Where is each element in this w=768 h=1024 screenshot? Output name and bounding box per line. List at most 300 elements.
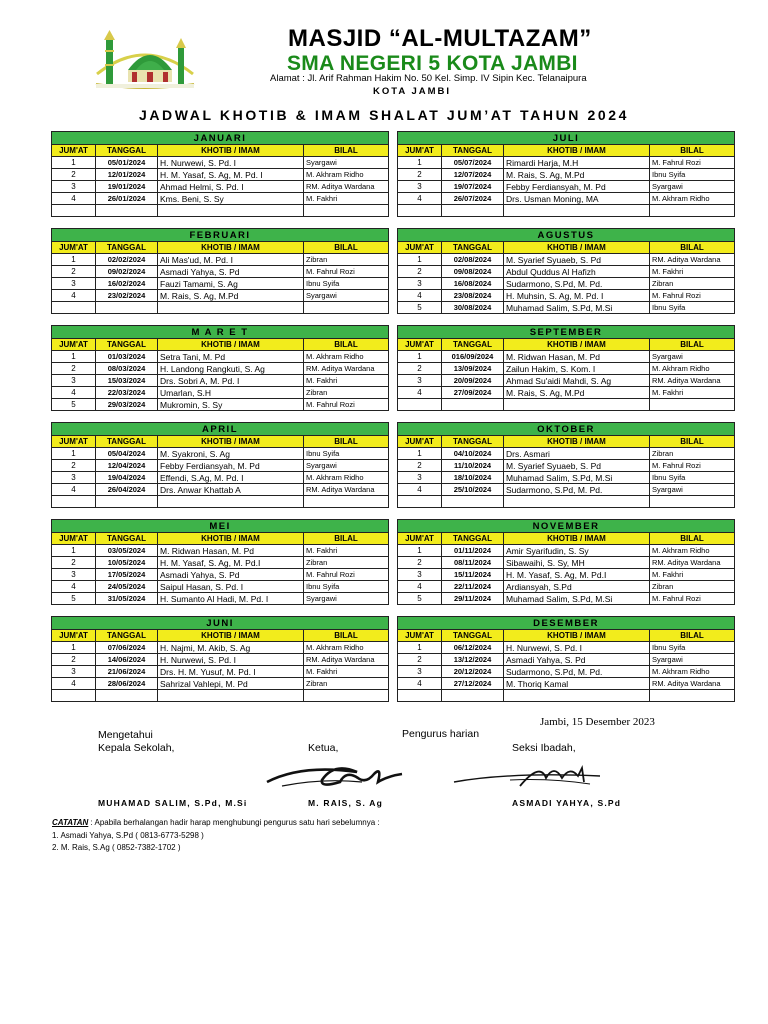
table-row: [398, 157, 735, 169]
table-cell: 05/01/2024: [96, 157, 158, 169]
table-cell: 3: [52, 666, 96, 678]
table-cell: 3: [52, 472, 96, 484]
table-cell: Ibnu Syifa: [304, 278, 389, 290]
table-cell: H. Najmi, M. Akib, S. Ag: [158, 642, 304, 654]
table-cell: M. Syakroni, S. Ag: [158, 448, 304, 460]
table-cell: RM. Aditya Wardana: [650, 557, 735, 569]
month-table-januari: [51, 131, 388, 217]
table-cell: Syargawi: [304, 593, 389, 605]
table-cell: Syargawi: [650, 654, 735, 666]
column-header: TANGGAL: [442, 145, 504, 157]
signature-date: Jambi, 15 Desember 2023: [540, 716, 655, 728]
table-cell: Drs. Asmari: [504, 448, 650, 460]
table-cell: Muhamad Salim, S.Pd, M.Si: [504, 302, 650, 314]
table-cell: 05/04/2024: [96, 448, 158, 460]
seksi-ibadah-label: Seksi Ibadah,: [512, 742, 576, 754]
table-row: [52, 569, 389, 581]
month-table-november: [397, 519, 734, 605]
table-cell: 3: [52, 569, 96, 581]
table-cell: M. Fahrul Rozi: [304, 569, 389, 581]
table-row: [398, 666, 735, 678]
column-header: TANGGAL: [442, 630, 504, 642]
table-row: [52, 484, 389, 496]
month-name: SEPTEMBER: [398, 326, 735, 339]
table-row: [398, 654, 735, 666]
column-header: KHOTIB / IMAM: [504, 145, 650, 157]
month-name: JULI: [398, 132, 735, 145]
table-row: [52, 448, 389, 460]
seksi-ibadah-signature: [450, 758, 610, 794]
table-cell: Asmadi Yahya, S. Pd: [158, 569, 304, 581]
column-header: JUM'AT: [52, 339, 96, 351]
table-cell: M. Thoriq Kamal: [504, 678, 650, 690]
table-cell: Ahmad Helmi, S. Pd. I: [158, 181, 304, 193]
column-header: BILAL: [650, 436, 735, 448]
table-cell: 22/11/2024: [442, 581, 504, 593]
table-cell: 2: [52, 654, 96, 666]
table-cell: M. Akhram Ridho: [304, 169, 389, 181]
table-row: [52, 642, 389, 654]
month-table-maret: [51, 325, 388, 411]
table-cell: M. Rais, S. Ag, M.Pd: [158, 290, 304, 302]
table-cell: H. Sumanto Al Hadi, M. Pd. I: [158, 593, 304, 605]
table-cell: 5: [52, 593, 96, 605]
table-cell: 4: [52, 678, 96, 690]
month-name: M A R E T: [52, 326, 389, 339]
month-name: NOVEMBER: [398, 520, 735, 533]
table-cell: [504, 205, 650, 217]
table-cell: 13/12/2024: [442, 654, 504, 666]
table-cell: H. M. Yasaf, S. Ag, M. Pd.I: [504, 569, 650, 581]
table-cell: 15/03/2024: [96, 375, 158, 387]
table-cell: 21/06/2024: [96, 666, 158, 678]
table-cell: 2: [52, 169, 96, 181]
table-cell: [442, 205, 504, 217]
table-cell: M. Fakhri: [304, 545, 389, 557]
table-cell: [52, 205, 96, 217]
table-row: [398, 399, 735, 411]
table-row: [52, 254, 389, 266]
table-cell: 1: [52, 448, 96, 460]
table-cell: [650, 496, 735, 508]
column-header: TANGGAL: [96, 242, 158, 254]
column-header: BILAL: [650, 630, 735, 642]
table-cell: Kms. Beni, S. Sy: [158, 193, 304, 205]
table-cell: M. Akhram Ridho: [650, 363, 735, 375]
table-row: [52, 666, 389, 678]
table-cell: Ahmad Su'aidi Mahdi, S. Ag: [504, 375, 650, 387]
table-cell: 31/05/2024: [96, 593, 158, 605]
table-cell: [304, 496, 389, 508]
table-row: [398, 302, 735, 314]
table-cell: 26/04/2024: [96, 484, 158, 496]
table-cell: 4: [52, 193, 96, 205]
month-name: JUNI: [52, 617, 389, 630]
table-cell: Ibnu Syifa: [650, 472, 735, 484]
table-row: [52, 290, 389, 302]
column-header: JUM'AT: [398, 630, 442, 642]
table-cell: 01/11/2024: [442, 545, 504, 557]
table-cell: Drs. H. M. Yusuf, M. Pd. I: [158, 666, 304, 678]
table-row: [52, 472, 389, 484]
table-row: [52, 266, 389, 278]
table-cell: 1: [398, 448, 442, 460]
table-cell: 28/06/2024: [96, 678, 158, 690]
table-cell: [398, 205, 442, 217]
table-cell: 16/08/2024: [442, 278, 504, 290]
column-header: BILAL: [650, 242, 735, 254]
table-cell: 22/03/2024: [96, 387, 158, 399]
table-cell: 29/11/2024: [442, 593, 504, 605]
table-cell: 30/08/2024: [442, 302, 504, 314]
month-table-april: [51, 422, 388, 508]
column-header: TANGGAL: [442, 533, 504, 545]
table-cell: Setra Tani, M. Pd: [158, 351, 304, 363]
table-cell: 16/02/2024: [96, 278, 158, 290]
table-cell: M. Fahrul Rozi: [650, 290, 735, 302]
column-header: JUM'AT: [52, 630, 96, 642]
table-cell: RM. Aditya Wardana: [650, 678, 735, 690]
table-cell: 10/05/2024: [96, 557, 158, 569]
table-cell: Muhamad Salim, S.Pd, M.Si: [504, 472, 650, 484]
table-cell: Fauzi Tamami, S. Ag: [158, 278, 304, 290]
month-table-desember: [397, 616, 734, 702]
table-cell: 17/05/2024: [96, 569, 158, 581]
table-cell: [650, 399, 735, 411]
column-header: KHOTIB / IMAM: [158, 242, 304, 254]
column-header: BILAL: [304, 339, 389, 351]
table-cell: 3: [52, 181, 96, 193]
table-cell: Ibnu Syifa: [304, 581, 389, 593]
table-cell: [304, 690, 389, 702]
month-table-agustus: [397, 228, 734, 314]
school-name: SMA NEGERI 5 KOTA JAMBI: [287, 52, 578, 75]
table-cell: M. Ridwan Hasan, M. Pd: [504, 351, 650, 363]
table-cell: M. Fakhri: [304, 375, 389, 387]
table-cell: Zailun Hakim, S. Kom. I: [504, 363, 650, 375]
table-cell: M. Akhram Ridho: [304, 351, 389, 363]
table-cell: 25/10/2024: [442, 484, 504, 496]
table-cell: 2: [398, 460, 442, 472]
column-header: JUM'AT: [398, 145, 442, 157]
column-header: BILAL: [304, 533, 389, 545]
column-header: JUM'AT: [52, 242, 96, 254]
table-cell: RM. Aditya Wardana: [304, 363, 389, 375]
table-row: [52, 496, 389, 508]
table-cell: 4: [52, 484, 96, 496]
table-cell: Sibawaihi, S. Sy, MH: [504, 557, 650, 569]
column-header: TANGGAL: [96, 339, 158, 351]
table-cell: Sudarmono, S.Pd, M. Pd.: [504, 666, 650, 678]
table-cell: 1: [398, 157, 442, 169]
table-row: [52, 157, 389, 169]
table-cell: 2: [52, 460, 96, 472]
column-header: TANGGAL: [96, 533, 158, 545]
table-row: [398, 363, 735, 375]
column-header: BILAL: [304, 242, 389, 254]
contact-2: 2. M. Rais, S.Ag ( 0852-7382-1702 ): [52, 843, 181, 852]
table-cell: RM. Aditya Wardana: [650, 254, 735, 266]
column-header: BILAL: [650, 145, 735, 157]
table-cell: 3: [398, 472, 442, 484]
table-cell: M. Ridwan Hasan, M. Pd: [158, 545, 304, 557]
table-cell: 4: [398, 581, 442, 593]
table-cell: Zibran: [650, 581, 735, 593]
table-row: [52, 363, 389, 375]
table-cell: 3: [52, 375, 96, 387]
table-cell: 1: [398, 642, 442, 654]
catatan-label: CATATAN: [52, 818, 89, 827]
table-cell: [96, 205, 158, 217]
table-cell: 19/07/2024: [442, 181, 504, 193]
column-header: KHOTIB / IMAM: [158, 630, 304, 642]
table-cell: Syargawi: [650, 484, 735, 496]
table-cell: RM. Aditya Wardana: [304, 654, 389, 666]
table-row: [398, 472, 735, 484]
table-row: [398, 642, 735, 654]
table-cell: Mukromin, S. Sy: [158, 399, 304, 411]
table-cell: H. M. Yasaf, S. Ag, M. Pd.I: [158, 557, 304, 569]
column-header: KHOTIB / IMAM: [158, 533, 304, 545]
table-cell: 26/01/2024: [96, 193, 158, 205]
table-cell: M. Fahrul Rozi: [650, 157, 735, 169]
table-cell: 11/10/2024: [442, 460, 504, 472]
table-cell: Drs. Sobri A, M. Pd. I: [158, 375, 304, 387]
column-header: KHOTIB / IMAM: [158, 436, 304, 448]
table-row: [398, 557, 735, 569]
table-row: [52, 193, 389, 205]
table-row: [52, 399, 389, 411]
table-cell: [158, 690, 304, 702]
table-cell: Asmadi Yahya, S. Pd: [504, 654, 650, 666]
table-cell: [158, 302, 304, 314]
table-cell: 3: [398, 181, 442, 193]
table-row: [398, 266, 735, 278]
table-cell: 15/11/2024: [442, 569, 504, 581]
table-cell: 5: [398, 593, 442, 605]
table-cell: M. Akhram Ridho: [304, 642, 389, 654]
table-row: [398, 387, 735, 399]
column-header: TANGGAL: [96, 145, 158, 157]
column-header: TANGGAL: [96, 630, 158, 642]
table-cell: RM. Aditya Wardana: [304, 181, 389, 193]
table-cell: 09/02/2024: [96, 266, 158, 278]
column-header: KHOTIB / IMAM: [504, 533, 650, 545]
city: KOTA JAMBI: [373, 86, 452, 97]
table-cell: Febby Ferdiansyah, M. Pd: [158, 460, 304, 472]
table-cell: RM. Aditya Wardana: [650, 375, 735, 387]
table-row: [52, 387, 389, 399]
table-cell: RM. Aditya Wardana: [304, 484, 389, 496]
table-row: [398, 569, 735, 581]
table-row: [52, 351, 389, 363]
column-header: JUM'AT: [52, 533, 96, 545]
table-row: [52, 278, 389, 290]
table-cell: [52, 496, 96, 508]
table-cell: H. Landong Rangkuti, S. Ag: [158, 363, 304, 375]
column-header: KHOTIB / IMAM: [504, 630, 650, 642]
month-table-mei: [51, 519, 388, 605]
table-cell: 29/03/2024: [96, 399, 158, 411]
column-header: BILAL: [304, 436, 389, 448]
table-cell: [504, 399, 650, 411]
mosque-title: MASJID “AL-MULTAZAM”: [288, 25, 592, 52]
month-name: APRIL: [52, 423, 389, 436]
table-cell: M. Rais, S. Ag, M.Pd: [504, 387, 650, 399]
table-cell: Saipul Hasan, S. Pd. I: [158, 581, 304, 593]
table-row: [52, 678, 389, 690]
table-cell: 24/05/2024: [96, 581, 158, 593]
table-cell: [504, 496, 650, 508]
month-table-september: [397, 325, 734, 411]
month-name: MEI: [52, 520, 389, 533]
catatan-note: [52, 818, 380, 827]
table-cell: M. Fakhri: [304, 193, 389, 205]
column-header: TANGGAL: [96, 436, 158, 448]
table-cell: H. Nurwewi, S. Pd. I: [504, 642, 650, 654]
table-cell: 2: [52, 557, 96, 569]
month-table-juli: [397, 131, 734, 217]
table-cell: H. Nurwewi, S. Pd. I: [158, 654, 304, 666]
month-name: JANUARI: [52, 132, 389, 145]
table-row: [398, 460, 735, 472]
kepala-sekolah-name: MUHAMAD SALIM, S.Pd, M.Si: [98, 798, 248, 808]
column-header: JUM'AT: [398, 533, 442, 545]
table-cell: 4: [52, 387, 96, 399]
table-row: [398, 593, 735, 605]
table-cell: Zibran: [304, 254, 389, 266]
table-cell: [398, 496, 442, 508]
month-table-oktober: [397, 422, 734, 508]
table-cell: 03/05/2024: [96, 545, 158, 557]
ketua-label: Ketua,: [308, 742, 339, 754]
column-header: KHOTIB / IMAM: [504, 242, 650, 254]
contact-1: 1. Asmadi Yahya, S.Pd ( 0813-6773-5298 ): [52, 831, 204, 840]
table-row: [398, 193, 735, 205]
month-table-februari: [51, 228, 388, 314]
table-cell: M. Fahrul Rozi: [650, 593, 735, 605]
column-header: TANGGAL: [442, 436, 504, 448]
table-cell: M. Akhram Ridho: [650, 666, 735, 678]
table-cell: 02/02/2024: [96, 254, 158, 266]
table-row: [398, 254, 735, 266]
table-cell: [96, 302, 158, 314]
table-cell: Zibran: [304, 387, 389, 399]
table-cell: Syargawi: [304, 157, 389, 169]
column-header: BILAL: [650, 339, 735, 351]
table-cell: 1: [52, 157, 96, 169]
table-cell: 1: [52, 642, 96, 654]
table-cell: 5: [52, 399, 96, 411]
table-row: [52, 302, 389, 314]
month-name: FEBRUARI: [52, 229, 389, 242]
table-cell: [158, 496, 304, 508]
table-cell: 2: [52, 363, 96, 375]
column-header: JUM'AT: [52, 145, 96, 157]
table-row: [398, 205, 735, 217]
month-name: OKTOBER: [398, 423, 735, 436]
table-cell: 1: [52, 351, 96, 363]
table-cell: M. Rais, S. Ag, M.Pd: [504, 169, 650, 181]
table-cell: 14/06/2024: [96, 654, 158, 666]
table-row: [52, 205, 389, 217]
table-cell: [650, 690, 735, 702]
table-cell: Ibnu Syifa: [650, 642, 735, 654]
table-cell: Effendi, S.Ag, M. Pd. I: [158, 472, 304, 484]
table-cell: 1: [52, 254, 96, 266]
column-header: BILAL: [304, 630, 389, 642]
table-row: [52, 581, 389, 593]
address: Alamat : Jl. Arif Rahman Hakim No. 50 Kel. Simp. IV Sipin Kec. Telanaipura: [270, 73, 587, 84]
table-row: [398, 496, 735, 508]
table-row: [398, 581, 735, 593]
table-row: [52, 181, 389, 193]
table-cell: [442, 399, 504, 411]
table-cell: Ardiansyah, S.Pd: [504, 581, 650, 593]
table-row: [398, 290, 735, 302]
column-header: KHOTIB / IMAM: [504, 339, 650, 351]
table-cell: Sudarmono, S.Pd, M. Pd.: [504, 278, 650, 290]
table-cell: Ibnu Syifa: [304, 448, 389, 460]
table-cell: Drs. Anwar Khattab A: [158, 484, 304, 496]
table-cell: 1: [398, 545, 442, 557]
table-cell: 19/04/2024: [96, 472, 158, 484]
table-cell: 07/06/2024: [96, 642, 158, 654]
table-cell: Syargawi: [650, 181, 735, 193]
table-cell: M. Fahrul Rozi: [304, 266, 389, 278]
table-cell: Syargawi: [304, 460, 389, 472]
table-cell: 23/08/2024: [442, 290, 504, 302]
table-cell: 18/10/2024: [442, 472, 504, 484]
table-cell: 4: [398, 678, 442, 690]
document-title: JADWAL KHOTIB & IMAM SHALAT JUM’AT TAHUN 2024: [138, 107, 630, 123]
column-header: JUM'AT: [398, 339, 442, 351]
column-header: JUM'AT: [52, 436, 96, 448]
month-name: DESEMBER: [398, 617, 735, 630]
table-cell: 1: [52, 545, 96, 557]
table-cell: M. Akhram Ridho: [304, 472, 389, 484]
table-cell: 27/12/2024: [442, 678, 504, 690]
table-cell: [96, 496, 158, 508]
table-cell: M. Akhram Ridho: [650, 545, 735, 557]
table-cell: 27/09/2024: [442, 387, 504, 399]
table-cell: 06/12/2024: [442, 642, 504, 654]
table-cell: M. Fakhri: [650, 266, 735, 278]
table-cell: 20/09/2024: [442, 375, 504, 387]
table-cell: [158, 205, 304, 217]
table-cell: 23/02/2024: [96, 290, 158, 302]
column-header: JUM'AT: [398, 242, 442, 254]
table-cell: 09/08/2024: [442, 266, 504, 278]
mosque-logo: [92, 26, 198, 94]
table-cell: 3: [398, 569, 442, 581]
table-cell: 19/01/2024: [96, 181, 158, 193]
table-cell: H. Nurwewi, S. Pd. I: [158, 157, 304, 169]
table-cell: 2: [398, 363, 442, 375]
mengetahui-label: Mengetahui: [98, 729, 153, 741]
table-cell: 3: [52, 278, 96, 290]
table-cell: 12/07/2024: [442, 169, 504, 181]
table-cell: 4: [398, 387, 442, 399]
table-cell: 08/03/2024: [96, 363, 158, 375]
table-cell: H. M. Yasaf, S. Ag, M. Pd. I: [158, 169, 304, 181]
table-cell: Syargawi: [650, 351, 735, 363]
table-cell: M. Akhram Ridho: [650, 193, 735, 205]
table-cell: 12/01/2024: [96, 169, 158, 181]
table-cell: Drs. Usman Moning, MA: [504, 193, 650, 205]
table-cell: 2: [52, 266, 96, 278]
table-cell: 4: [398, 290, 442, 302]
